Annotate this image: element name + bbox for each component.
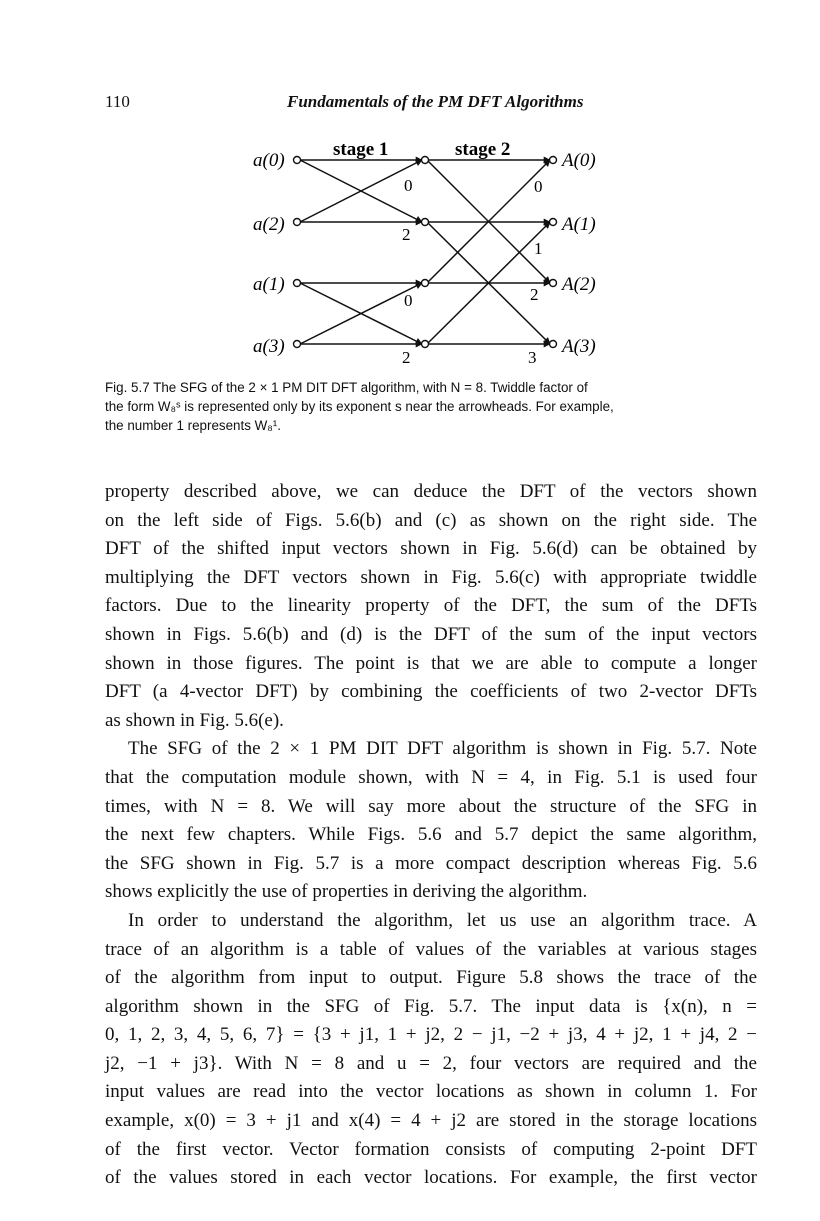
body-text <box>105 478 757 1193</box>
paragraph-1 <box>105 478 757 735</box>
body-line: the SFG shown in Fig. 5.7 is a more compact description whereas Fig. 5.6 <box>105 852 757 874</box>
input-label-a0: a(0) <box>253 150 285 171</box>
node-input-0 <box>294 157 301 164</box>
input-label-a3: a(3) <box>253 336 285 357</box>
body-line: 0, 1, 2, 3, 4, 5, 6, 7} = {3 + j1, 1 + j2, 2 − j1, −2 + j3, 4 + j2, 1 + j4, 2 − <box>105 1024 757 1046</box>
body-line: example, x(0) = 3 + j1 and x(4) = 4 + j2 are stored in the storage locations <box>105 1110 757 1132</box>
paragraph-3 <box>105 907 757 1193</box>
node-middle-3 <box>422 341 429 348</box>
twiddle-s2-2: 2 <box>530 285 539 304</box>
node-input-2 <box>294 280 301 287</box>
node-output-3 <box>550 341 557 348</box>
body-line: times, with N = 8. We will say more about the structure of the SFG in <box>105 795 757 817</box>
body-line: factors. Due to the linearity property of the DFT, the sum of the DFTs <box>105 595 757 617</box>
node-input-1 <box>294 219 301 226</box>
input-label-a2: a(2) <box>253 214 285 235</box>
node-output-2 <box>550 280 557 287</box>
body-line: on the left side of Figs. 5.6(b) and (c) as shown on the right side. The <box>105 509 757 531</box>
twiddle-s1-0: 0 <box>404 176 413 195</box>
node-middle-2 <box>422 280 429 287</box>
body-line: of the values stored in each vector locations. For example, the first vector <box>105 1167 757 1189</box>
body-line: DFT (a 4-vector DFT) by combining the coefficients of two 2-vector DFTs <box>105 681 757 703</box>
body-line: shows explicitly the use of properties in deriving the algorithm. <box>105 881 588 903</box>
body-line: of the first vector. Vector formation consists of computing 2-point DFT <box>105 1138 757 1160</box>
caption-line: Fig. 5.7 The SFG of the 2 × 1 PM DIT DFT algorithm, with N = 8. Twiddle factor of <box>105 380 588 395</box>
node-middle-0 <box>422 157 429 164</box>
body-line: as shown in Fig. 5.6(e). <box>105 709 284 731</box>
output-label-A0: A(0) <box>562 150 596 171</box>
body-line: In order to understand the algorithm, let us use an algorithm trace. A <box>128 909 757 931</box>
node-output-1 <box>550 219 557 226</box>
body-line: property described above, we can deduce the DFT of the vectors shown <box>105 481 757 502</box>
stage-label-2: stage 2 <box>455 139 511 160</box>
caption-line: the form W₈ˢ is represented only by its exponent s near the arrowheads. For example, <box>105 399 614 414</box>
twiddle-s1-2: 0 <box>404 291 413 310</box>
twiddle-s2-1: 1 <box>534 239 543 258</box>
body-line: shown in those figures. The point is that we are able to compute a longer <box>105 652 757 674</box>
body-line: the next few chapters. While Figs. 5.6 and 5.7 depict the same algorithm, <box>105 824 757 846</box>
output-label-A3: A(3) <box>562 336 596 357</box>
body-line: DFT of the shifted input vectors shown in Fig. 5.6(d) can be obtained by <box>105 538 757 560</box>
twiddle-s1-3: 2 <box>402 348 411 367</box>
body-line: algorithm shown in the SFG of Fig. 5.7. The input data is {x(n), n = <box>105 995 757 1017</box>
body-line: j2, −1 + j3}. With N = 8 and u = 2, four vectors are required and the <box>105 1052 757 1074</box>
body-line: shown in Figs. 5.6(b) and (d) is the DFT of the sum of the input vectors <box>105 623 757 645</box>
output-label-A2: A(2) <box>562 274 596 295</box>
sfg-figure <box>0 0 820 380</box>
body-line: trace of an algorithm is a table of values of the variables at various stages <box>105 938 757 960</box>
twiddle-s2-3: 3 <box>528 348 537 367</box>
body-line: multiplying the DFT vectors shown in Fig. 5.6(c) with appropriate twiddle <box>105 566 757 588</box>
twiddle-s1-1: 2 <box>402 225 411 244</box>
paragraph-2 <box>105 735 757 907</box>
twiddle-s2-0: 0 <box>534 177 543 196</box>
body-line: input values are read into the vector locations as shown in column 1. For <box>105 1081 757 1103</box>
output-label-A1: A(1) <box>562 214 596 235</box>
node-output-0 <box>550 157 557 164</box>
stage-label-1: stage 1 <box>333 139 389 160</box>
figure-caption <box>105 378 757 435</box>
node-input-3 <box>294 341 301 348</box>
body-line: The SFG of the 2 × 1 PM DIT DFT algorithm is shown in Fig. 5.7. Note <box>128 738 757 760</box>
body-line: of the algorithm from input to output. Figure 5.8 shows the trace of the <box>105 967 757 989</box>
body-line: that the computation module shown, with N = 4, in Fig. 5.1 is used four <box>105 766 757 788</box>
running-title: Fundamentals of the PM DFT Algorithms <box>287 92 584 111</box>
input-label-a1: a(1) <box>253 274 285 295</box>
caption-line: the number 1 represents W₈¹. <box>105 418 281 433</box>
node-middle-1 <box>422 219 429 226</box>
page-number: 110 <box>105 92 130 111</box>
